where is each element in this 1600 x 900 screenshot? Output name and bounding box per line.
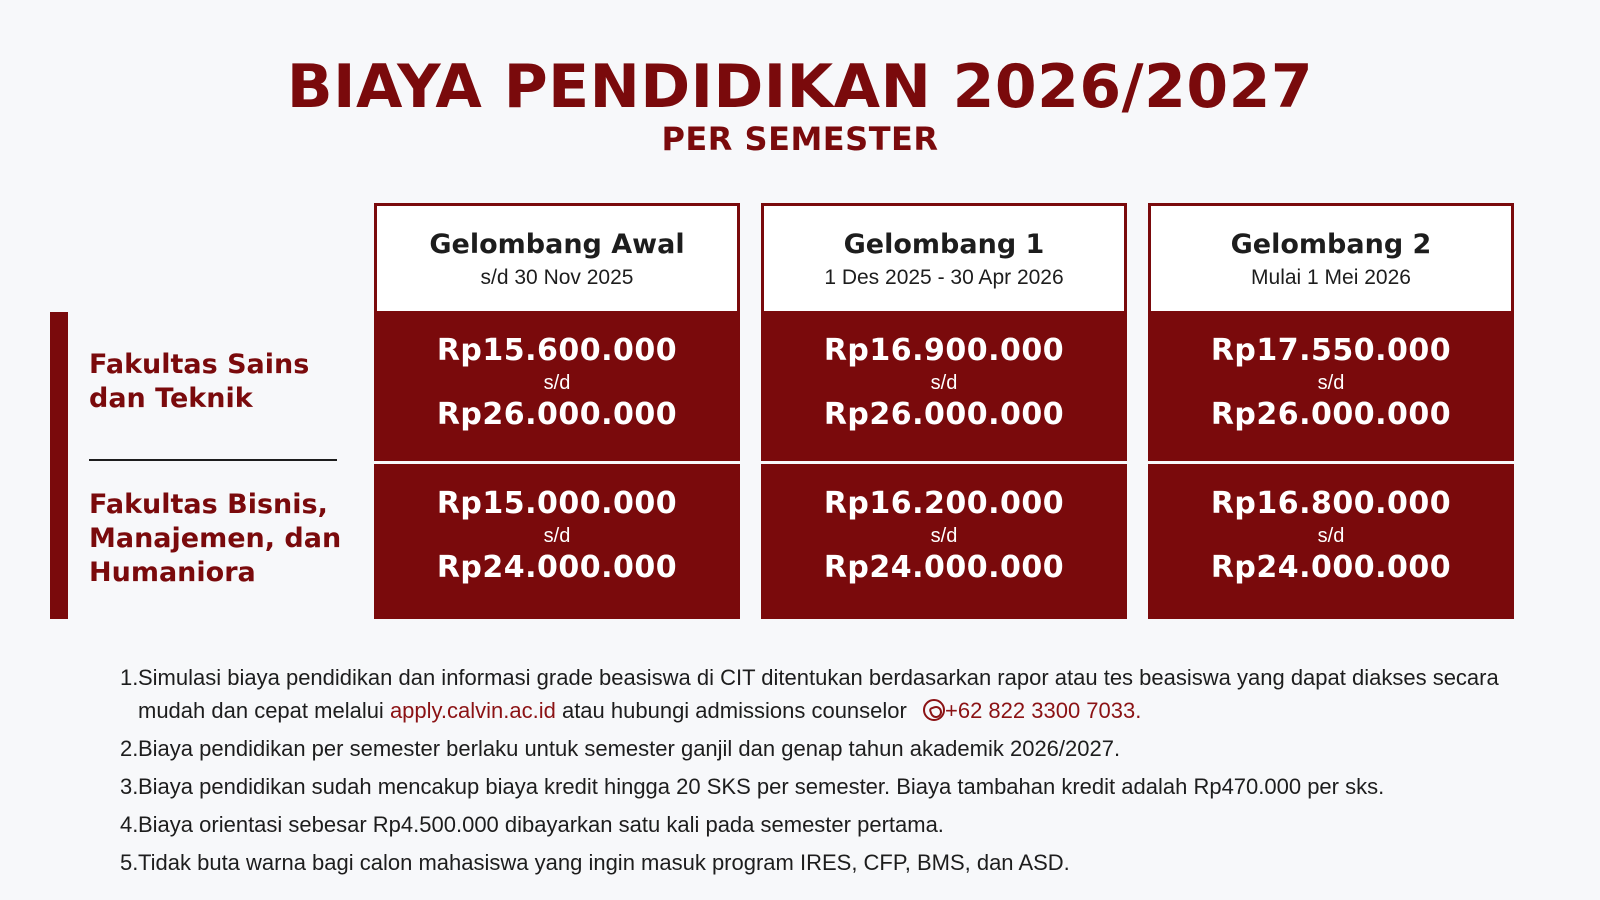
accent-bar [50,312,68,619]
note-item [116,846,1556,879]
fee-range-separator: s/d [1317,525,1345,547]
wave-title: Gelombang 1 [843,229,1045,260]
apply-link[interactable]: apply.calvin.ac.id [389,698,556,723]
fee-max: Rp24.000.000 [823,550,1065,585]
note-item [116,808,1556,841]
notes-list [116,661,1556,884]
fee-cell-sains-teknik [374,311,740,461]
note-item [116,770,1556,803]
wave-column-1 [761,203,1127,619]
note-number: 5. [120,850,139,875]
fee-min: Rp16.800.000 [1210,486,1452,521]
fee-range-separator: s/d [930,525,958,547]
wave-column-2 [1148,203,1514,619]
fee-cell-sains-teknik [1148,311,1514,461]
fee-range-separator: s/d [1317,372,1345,394]
page-title: BIAYA PENDIDIKAN 2026/2027 [286,52,1314,122]
note-number: 2. [120,736,139,761]
fee-range-separator: s/d [543,372,571,394]
fee-range-separator: s/d [930,372,958,394]
faculty-divider [89,459,337,461]
note-text: Biaya pendidikan sudah mencakup biaya kredit hingga 20 SKS per semester. Biaya tambahan kredit adalah Rp470.000 per sks. [138,774,1385,799]
note-text: Biaya pendidikan per semester berlaku untuk semester ganjil dan genap tahun akademik 2026/2027. [138,736,1121,761]
wave-column-awal [374,203,740,619]
phone-number-link[interactable]: +62 822 3300 7033. [944,698,1142,723]
fee-min: Rp16.200.000 [823,486,1065,521]
fee-max: Rp26.000.000 [436,397,678,432]
fee-cell-bisnis-humaniora [374,464,740,619]
note-text: Biaya orientasi sebesar Rp4.500.000 dibayarkan satu kali pada semester pertama. [138,812,944,837]
wave-period: 1 Des 2025 - 30 Apr 2026 [824,266,1064,289]
fee-max: Rp26.000.000 [1210,397,1452,432]
wave-title: Gelombang 2 [1230,229,1432,260]
page-subtitle: PER SEMESTER [661,120,939,158]
fee-cell-sains-teknik [761,311,1127,461]
fee-max: Rp24.000.000 [1210,550,1452,585]
faculty-label-sains-teknik: Fakultas Sains dan Teknik [89,349,310,414]
note-item [116,732,1556,765]
note-number: 1. [120,665,139,690]
note-number: 4. [120,812,139,837]
fee-cell-bisnis-humaniora [761,464,1127,619]
fee-min: Rp15.000.000 [436,486,678,521]
note-number: 3. [120,774,139,799]
fee-min: Rp16.900.000 [823,333,1065,368]
note-text: Simulasi biaya pendidikan dan informasi grade beasiswa di CIT ditentukan berdasarkan rapor atau tes beasiswa yang dapat diakses secara mudah dan cepat melalui [138,665,1499,723]
fee-cell-bisnis-humaniora [1148,464,1514,619]
fee-min: Rp15.600.000 [436,333,678,368]
fee-max: Rp26.000.000 [823,397,1065,432]
faculty-label-bisnis-humaniora: Fakultas Bisnis, Manajemen, dan Humaniora [89,489,342,588]
wave-header [374,203,740,311]
fee-range-separator: s/d [543,525,571,547]
wave-period: s/d 30 Nov 2025 [480,266,634,289]
fee-max: Rp24.000.000 [436,550,678,585]
fee-min: Rp17.550.000 [1210,333,1452,368]
whatsapp-icon [923,699,945,721]
wave-header [1148,203,1514,311]
note-text: atau hubungi admissions counselor [555,698,907,723]
wave-period: Mulai 1 Mei 2026 [1251,266,1411,289]
wave-header [761,203,1127,311]
wave-title: Gelombang Awal [429,229,685,260]
note-item [116,661,1556,727]
note-text: Tidak buta warna bagi calon mahasiswa yang ingin masuk program IRES, CFP, BMS, dan ASD. [138,850,1070,875]
